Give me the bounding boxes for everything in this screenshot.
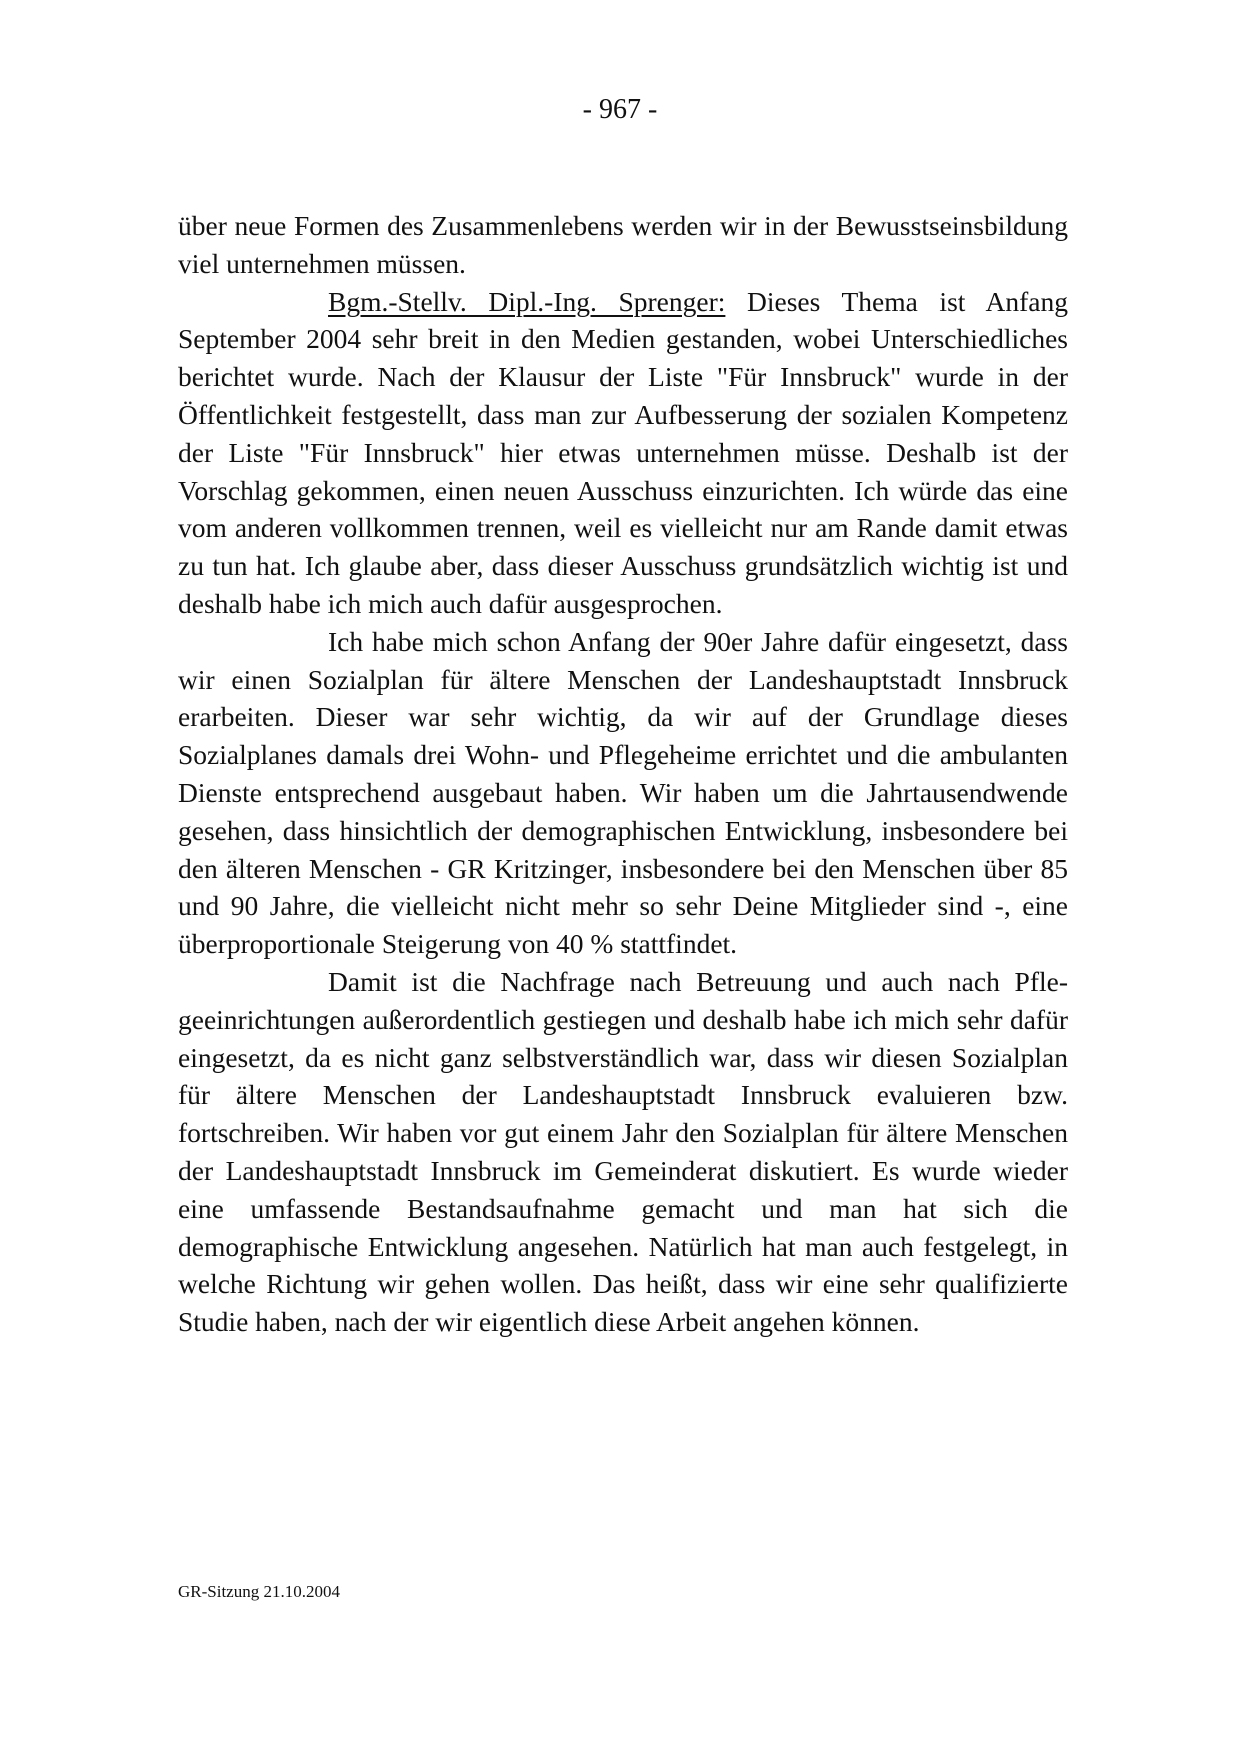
paragraph-nachfrage: Damit ist die Nachfrage nach Betreuung und auch nach Pflegeeinrichtungen außerordentlich gestiegen und deshalb habe ich mich sehr dafür eingesetzt, da es nicht ganz selbstverständlich war, dass wir diesen Sozialplan für ältere Menschen der Landeshauptstadt Innsbruck evaluieren bzw. fortschreiben. Wir haben vor gut einem Jahr den Sozialplan für ältere Menschen der Landeshauptstadt Innsbruck im Gemeinderat diskutiert. Es wurde wieder eine umfassende Bestandsaufnahme gemacht und man hat sich die demographische Entwicklung angesehen. Natürlich hat man auch festgelegt, in welche Richtung wir gehen wollen. Das heißt, dass wir eine sehr qualifizierte Studie haben, nach der wir eigentlich diese Arbeit angehen können.	[178, 965, 1068, 1338]
document-body	[178, 207, 1068, 1341]
paragraph-speech-sprenger	[178, 283, 1068, 623]
paragraph-continuation: über neue Formen des Zusammenlebens werden wir in der Bewusstseinsbildung viel unternehmen müssen.	[178, 210, 1068, 279]
paragraph-sozialplan: Ich habe mich schon Anfang der 90er Jahre dafür eingesetzt, dass wir einen Sozialplan für ältere Menschen der Landeshauptstadt Innsbruck erarbeiten. Dieser war sehr wichtig, da wir auf der Grundlage dieses Sozialplanes damals drei Wohn- und Pflegeheime errichtet und die ambulanten Dienste entsprechend ausgebaut haben. Wir haben um die Jahrtausendwende gesehen, dass hinsichtlich der demographischen Entwicklung, insbesondere bei den älteren Menschen - GR Kritzinger, insbesondere bei den Menschen über 85 und 90 Jahre, die vielleicht nicht mehr so sehr Deine Mitglieder sind -, eine überproportionale Steigerung von 40 % stattfindet.	[178, 625, 1068, 960]
footer-session-date: GR-Sitzung 21.10.2004	[178, 1582, 340, 1601]
speaker-name: Bgm.-Stellv. Dipl.-Ing. Sprenger:	[328, 285, 726, 317]
speech-text: Dieses Thema ist Anfang September 2004 sehr breit in den Medien gestanden, wobei Unterschiedliches berichtet wurde. Nach der Klausur der Liste "Für Innsbruck" wurde in der Öffentlichkeit festgestellt, dass man zur Aufbesserung der sozialen Kompetenz der Liste "Für Innsbruck" hier etwas unternehmen müsse. Deshalb ist der Vorschlag gekommen, einen neuen Ausschuss einzurichten. Ich würde das eine vom anderen vollkommen trennen, weil es vielleicht nur am Rande damit etwas zu tun hat. Ich glaube aber, dass dieser Ausschuss grundsätzlich wichtig ist und deshalb habe ich mich auch dafür ausgesprochen.	[178, 285, 1068, 619]
page-number: - 967 -	[582, 94, 658, 125]
